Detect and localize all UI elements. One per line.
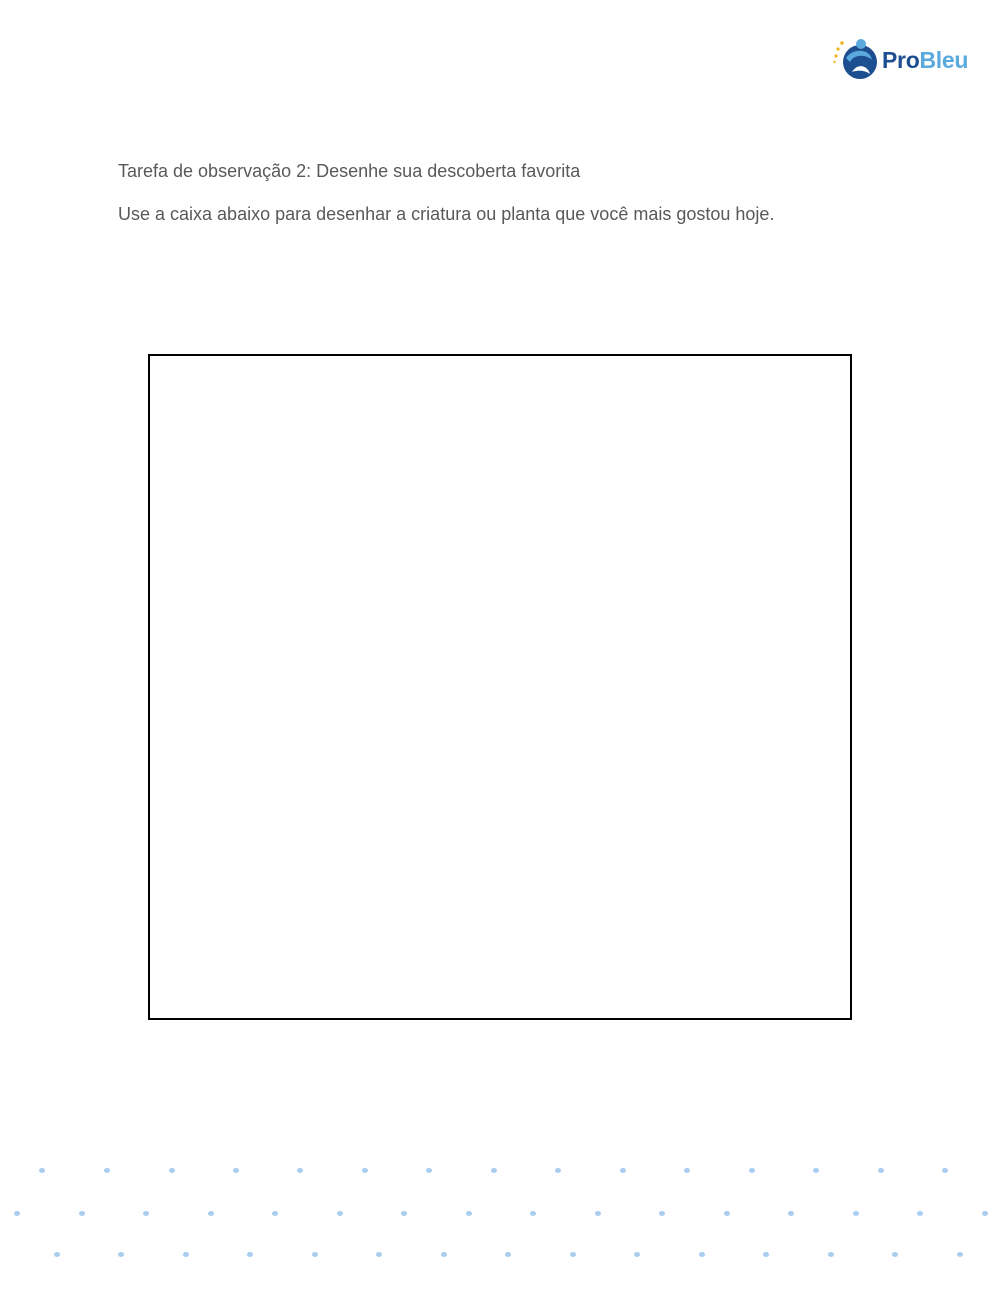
dot [233,1168,239,1173]
dot [853,1211,859,1216]
dot [620,1168,626,1173]
dot [982,1211,988,1216]
logo-wordmark [882,47,968,74]
drawing-box[interactable] [148,354,852,1020]
task-title: Tarefa de observação 2: Desenhe sua descoberta favorita [118,161,581,181]
dot [183,1252,189,1257]
dot [118,1252,124,1257]
dot [14,1211,20,1216]
logo-text-bleu: Bleu [919,46,969,73]
dot [505,1252,511,1257]
probleu-logo-icon [832,38,878,82]
decorative-dot-row-1 [0,1168,1000,1178]
dot [169,1168,175,1173]
dot [570,1252,576,1257]
dot [362,1168,368,1173]
dot [634,1252,640,1257]
dot [942,1168,948,1173]
dot [555,1168,561,1173]
dot [401,1211,407,1216]
dot [208,1211,214,1216]
dot [39,1168,45,1173]
decorative-dot-row-2 [0,1211,1000,1221]
dot [813,1168,819,1173]
dot [749,1168,755,1173]
dot [441,1252,447,1257]
dot [426,1168,432,1173]
dot [79,1211,85,1216]
dot [466,1211,472,1216]
dot [788,1211,794,1216]
dot [312,1252,318,1257]
dot [247,1252,253,1257]
dot [892,1252,898,1257]
dot [828,1252,834,1257]
dot [878,1168,884,1173]
dot [297,1168,303,1173]
task-description: Use a caixa abaixo para desenhar a criatura ou planta que você mais gostou hoje. [118,204,775,224]
dot [530,1211,536,1216]
dot [957,1252,963,1257]
dot [684,1168,690,1173]
dot [143,1211,149,1216]
logo-text-pro: Pro [882,46,920,73]
dot [54,1252,60,1257]
dot [699,1252,705,1257]
dot [595,1211,601,1216]
decorative-dot-row-3 [0,1252,1000,1262]
dot [763,1252,769,1257]
dot [272,1211,278,1216]
dot [659,1211,665,1216]
dot [917,1211,923,1216]
dot [337,1211,343,1216]
dot [491,1168,497,1173]
dot [376,1252,382,1257]
dot [104,1168,110,1173]
dot [724,1211,730,1216]
probleu-logo [832,38,968,82]
